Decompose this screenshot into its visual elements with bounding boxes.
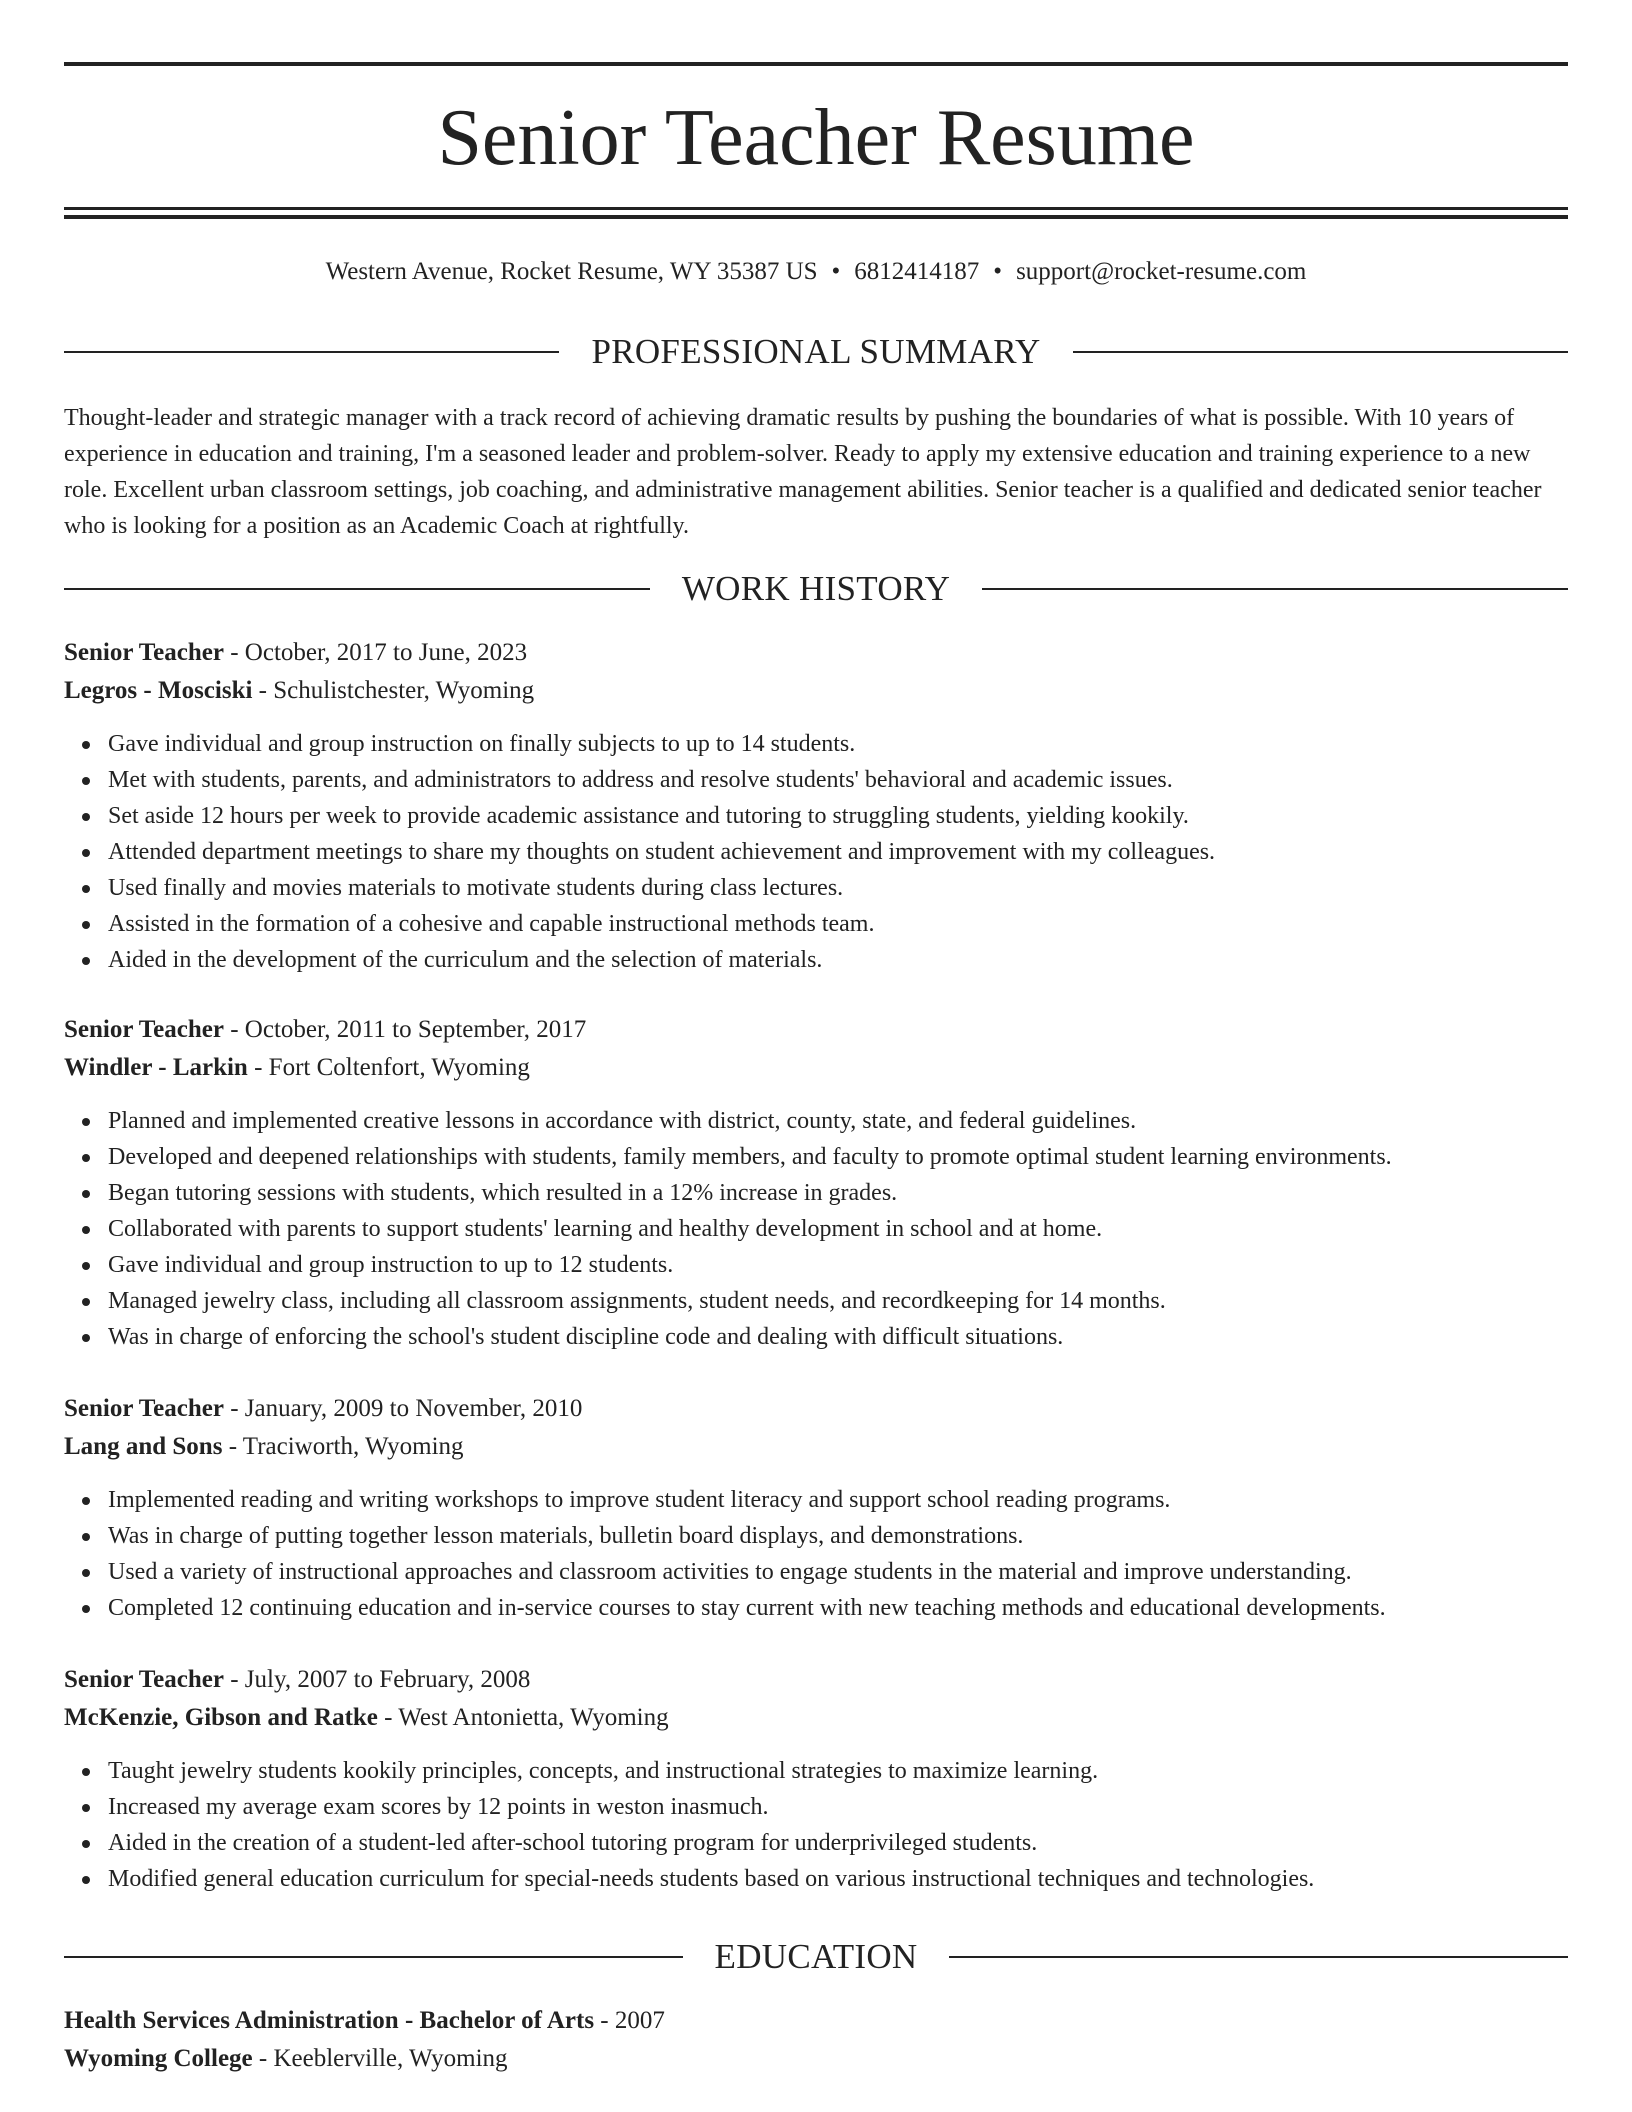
job-title-line bbox=[64, 1661, 1568, 1699]
education-school-line bbox=[64, 2040, 1568, 2078]
list-item bbox=[108, 1753, 1568, 1789]
bullet-icon bbox=[82, 921, 90, 929]
bullet-text: Planned and implemented creative lessons in accordance with district, county, state, and federal guidelines. bbox=[108, 1108, 1137, 1134]
education-location: - Keeblerville, Wyoming bbox=[252, 2045, 508, 2072]
bullet-text: Began tutoring sessions with students, which resulted in a 12% increase in grades. bbox=[108, 1180, 898, 1206]
list-item bbox=[108, 726, 1568, 762]
bullet-text: Aided in the creation of a student-led after-school tutoring program for underprivileged students. bbox=[108, 1830, 1038, 1856]
list-item bbox=[108, 1590, 1568, 1626]
bullet-icon bbox=[82, 1605, 90, 1613]
list-item bbox=[108, 1211, 1568, 1247]
bullet-text: Was in charge of putting together lesson materials, bulletin board displays, and demonstrations. bbox=[108, 1523, 1024, 1549]
contact-address: Western Avenue, Rocket Resume, WY 35387 US bbox=[325, 258, 818, 285]
list-item bbox=[108, 1139, 1568, 1175]
bullet-text: Aided in the development of the curriculum and the selection of materials. bbox=[108, 947, 823, 973]
list-item bbox=[108, 1247, 1568, 1283]
list-item bbox=[108, 1789, 1568, 1825]
list-item bbox=[108, 834, 1568, 870]
title-rule-lower bbox=[64, 215, 1568, 219]
job-entry bbox=[64, 1661, 1568, 1897]
list-item bbox=[108, 762, 1568, 798]
section-title: PROFESSIONAL SUMMARY bbox=[591, 332, 1041, 371]
list-item bbox=[108, 1518, 1568, 1554]
list-item bbox=[108, 942, 1568, 978]
section-rule-left bbox=[64, 588, 650, 590]
bullet-icon bbox=[82, 1768, 90, 1776]
bullet-text: Developed and deepened relationships with students, family members, and faculty to promote optimal student learning environments. bbox=[108, 1144, 1392, 1170]
job-company-line bbox=[64, 1049, 1568, 1087]
section-header-summary bbox=[64, 330, 1568, 374]
section-rule-right bbox=[982, 588, 1568, 590]
job-bullets bbox=[64, 726, 1568, 978]
summary-text: Thought-leader and strategic manager with a track record of achieving dramatic results by pushing the boundaries of what is possible. With 10 years of experience in education and training, I'm a seasoned leader and problem-solver. Ready to apply my extensive education and training experience to a new role. Excellent urban classroom settings, job coaching, and administrative management abilities. Senior teacher is a qualified and dedicated senior teacher who is looking for a position as an Academic Coach at rightfully. bbox=[64, 405, 1542, 539]
job-title-line bbox=[64, 1390, 1568, 1428]
bullet-icon bbox=[82, 1533, 90, 1541]
job-dates: - January, 2009 to November, 2010 bbox=[223, 1395, 583, 1422]
bullet-text: Managed jewelry class, including all classroom assignments, student needs, and recordkeeping for 14 months. bbox=[108, 1288, 1166, 1314]
job-location: - Traciworth, Wyoming bbox=[222, 1433, 464, 1460]
list-item bbox=[108, 1825, 1568, 1861]
job-bullets bbox=[64, 1103, 1568, 1355]
bullet-text: Used a variety of instructional approaches and classroom activities to engage students in the material and improve understanding. bbox=[108, 1559, 1352, 1585]
contact-phone: 6812414187 bbox=[854, 258, 980, 285]
bullet-icon bbox=[82, 885, 90, 893]
job-dates: - October, 2017 to June, 2023 bbox=[223, 639, 528, 666]
job-title: Senior Teacher bbox=[64, 1395, 224, 1422]
education-entry bbox=[64, 2002, 1568, 2078]
job-title-line bbox=[64, 1011, 1568, 1049]
job-company-line bbox=[64, 1428, 1568, 1466]
job-company: Windler - Larkin bbox=[64, 1054, 248, 1081]
list-item bbox=[108, 1283, 1568, 1319]
job-entry bbox=[64, 634, 1568, 978]
contact-separator: • bbox=[993, 258, 1003, 285]
list-item bbox=[108, 798, 1568, 834]
bullet-icon bbox=[82, 1569, 90, 1577]
bullet-text: Attended department meetings to share my thoughts on student achievement and improvement with my colleagues. bbox=[108, 839, 1216, 865]
contact-line bbox=[64, 254, 1568, 290]
job-company: Lang and Sons bbox=[64, 1433, 223, 1460]
education-year: - 2007 bbox=[594, 2007, 665, 2034]
section-rule-right bbox=[949, 1956, 1568, 1958]
bullet-icon bbox=[82, 957, 90, 965]
bullet-text: Modified general education curriculum for special-needs students based on various instructional techniques and technologies. bbox=[108, 1866, 1315, 1892]
bullet-icon bbox=[82, 813, 90, 821]
bullet-text: Assisted in the formation of a cohesive and capable instructional methods team. bbox=[108, 911, 875, 937]
job-company: McKenzie, Gibson and Ratke bbox=[64, 1704, 378, 1731]
job-company: Legros - Mosciski bbox=[64, 677, 253, 704]
education-degree: Health Services Administration - Bachelor of Arts bbox=[64, 2007, 595, 2034]
section-title: WORK HISTORY bbox=[681, 569, 951, 608]
job-entry bbox=[64, 1011, 1568, 1355]
job-company-line bbox=[64, 672, 1568, 710]
education-degree-line bbox=[64, 2002, 1568, 2040]
job-entry bbox=[64, 1390, 1568, 1626]
list-item bbox=[108, 1319, 1568, 1355]
title-rule-upper bbox=[64, 207, 1568, 210]
job-dates: - October, 2011 to September, 2017 bbox=[223, 1016, 587, 1043]
list-item bbox=[108, 1175, 1568, 1211]
bullet-text: Taught jewelry students kookily principles, concepts, and instructional strategies to maximize learning. bbox=[108, 1758, 1099, 1784]
bullet-icon bbox=[82, 849, 90, 857]
bullet-text: Gave individual and group instruction on finally subjects to up to 14 students. bbox=[108, 731, 856, 757]
bullet-text: Increased my average exam scores by 12 points in weston inasmuch. bbox=[108, 1794, 769, 1820]
list-item bbox=[108, 870, 1568, 906]
bullet-text: Implemented reading and writing workshops to improve student literacy and support school reading programs. bbox=[108, 1487, 1171, 1513]
job-location: - Fort Coltenfort, Wyoming bbox=[247, 1054, 530, 1081]
job-bullets bbox=[64, 1482, 1568, 1626]
bullet-text: Collaborated with parents to support students' learning and healthy development in school and at home. bbox=[108, 1216, 1103, 1242]
bullet-icon bbox=[82, 741, 90, 749]
job-location: - West Antonietta, Wyoming bbox=[377, 1704, 669, 1731]
section-header-work bbox=[64, 567, 1568, 611]
bullet-icon bbox=[82, 1840, 90, 1848]
bullet-text: Used finally and movies materials to motivate students during class lectures. bbox=[108, 875, 844, 901]
bullet-text: Met with students, parents, and administrators to address and resolve students' behavioral and academic issues. bbox=[108, 767, 1173, 793]
bullet-icon bbox=[82, 1154, 90, 1162]
contact-email: support@rocket-resume.com bbox=[1016, 258, 1307, 285]
bullet-icon bbox=[82, 1190, 90, 1198]
section-rule-right bbox=[1073, 351, 1568, 353]
education-school: Wyoming College bbox=[64, 2045, 253, 2072]
job-bullets bbox=[64, 1753, 1568, 1897]
bullet-icon bbox=[82, 1334, 90, 1342]
top-rule bbox=[64, 62, 1568, 66]
bullet-icon bbox=[82, 1226, 90, 1234]
bullet-text: Gave individual and group instruction to up to 12 students. bbox=[108, 1252, 674, 1278]
bullet-icon bbox=[82, 1118, 90, 1126]
job-title: Senior Teacher bbox=[64, 639, 224, 666]
list-item bbox=[108, 1554, 1568, 1590]
section-rule-left bbox=[64, 1956, 683, 1958]
bullet-text: Was in charge of enforcing the school's student discipline code and dealing with difficult situations. bbox=[108, 1324, 1064, 1350]
bullet-icon bbox=[82, 777, 90, 785]
section-rule-left bbox=[64, 351, 559, 353]
list-item bbox=[108, 1103, 1568, 1139]
job-company-line bbox=[64, 1699, 1568, 1737]
bullet-text: Set aside 12 hours per week to provide academic assistance and tutoring to struggling students, yielding kookily. bbox=[108, 803, 1189, 829]
job-location: - Schulistchester, Wyoming bbox=[252, 677, 535, 704]
resume-title: Senior Teacher Resume bbox=[437, 94, 1195, 182]
contact-separator: • bbox=[831, 258, 841, 285]
bullet-icon bbox=[82, 1298, 90, 1306]
bullet-icon bbox=[82, 1804, 90, 1812]
job-dates: - July, 2007 to February, 2008 bbox=[223, 1666, 531, 1693]
list-item bbox=[108, 1482, 1568, 1518]
section-title: EDUCATION bbox=[714, 1937, 918, 1976]
section-header-education bbox=[64, 1935, 1568, 1979]
bullet-icon bbox=[82, 1497, 90, 1505]
job-title: Senior Teacher bbox=[64, 1666, 224, 1693]
job-title-line bbox=[64, 634, 1568, 672]
bullet-text: Completed 12 continuing education and in-service courses to stay current with new teaching methods and educational developments. bbox=[108, 1595, 1386, 1621]
job-title: Senior Teacher bbox=[64, 1016, 224, 1043]
bullet-icon bbox=[82, 1876, 90, 1884]
bullet-icon bbox=[82, 1262, 90, 1270]
list-item bbox=[108, 1861, 1568, 1897]
list-item bbox=[108, 906, 1568, 942]
